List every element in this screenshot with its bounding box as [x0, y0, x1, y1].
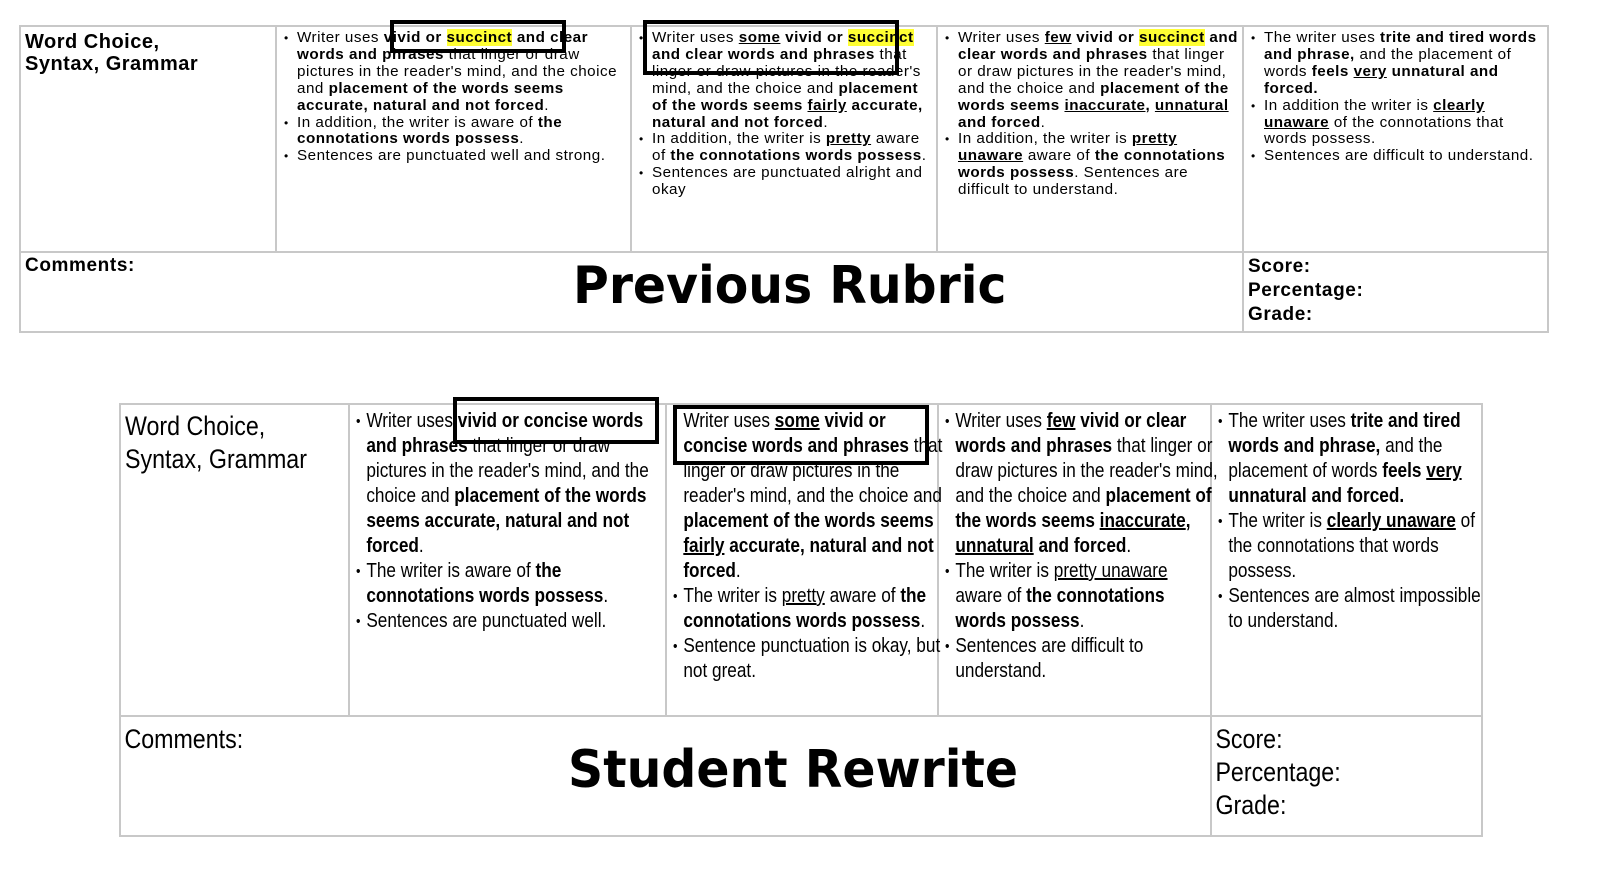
bullet-list [945, 409, 1218, 684]
list-item: • In addition, the writer is pretty unaware aware of the connotations words possess. Sentences are difficult to understand. [958, 131, 1239, 199]
criterion-cell [120, 404, 349, 716]
criterion-title [121, 405, 348, 476]
list-item: • Sentences are punctuated well and strong. [297, 148, 627, 165]
comments-label: Comments: [25, 255, 135, 276]
level-4-cell [1211, 404, 1482, 716]
score-cell [1211, 716, 1482, 836]
list-item: • The writer is aware of the connotations words possess. [366, 559, 672, 609]
criteria-row [120, 404, 1482, 716]
bullet-list [1250, 30, 1544, 165]
score-label: Score: [1248, 256, 1311, 277]
list-item: • Writer uses some vivid or succinct and clear words and phrases that linger or draw pictures in the reader's mind, and the choice and placement of the words seems fairly accurate, natural and not forced. [652, 30, 933, 131]
list-item: • Writer uses few vivid or succinct and clear words and phrases that linger or draw pictures in the reader's mind, and the choice and placement of the words seems inaccurate, unnatural and forced. [958, 30, 1239, 131]
comments-label: Comments: [124, 724, 244, 754]
criterion-title [21, 27, 275, 75]
criterion-line: Syntax, Grammar [125, 444, 307, 474]
list-item: • Sentences are difficult to understand. [955, 634, 1217, 684]
level-3-cell [937, 26, 1243, 252]
bullet-list [944, 30, 1239, 199]
bullet-list [638, 30, 933, 199]
list-item: • Writer uses vivid or succinct and clear words and phrases that linger or draw pictures in the reader's mind, and the choice and placement of the words seems accurate, natural and not forced. [297, 30, 627, 115]
list-item: • The writer uses trite and tired words and phrase, and the placement of words feels very unnatural and forced. [1228, 409, 1488, 509]
level-1-cell [349, 404, 666, 716]
criterion-line: Syntax, Grammar [25, 53, 199, 75]
level-3-cell [938, 404, 1218, 716]
score-cell [1243, 252, 1548, 332]
list-item: • Sentence punctuation is okay, but not great. [683, 634, 944, 684]
level-2-cell [631, 26, 937, 252]
list-item: • The writer is pretty unaware aware of the connotations words possess. [955, 559, 1217, 634]
grade-label: Grade: [1248, 304, 1313, 325]
level-4-cell [1243, 26, 1548, 252]
level-1-cell [276, 26, 631, 252]
bullet-list [1218, 409, 1489, 634]
list-item: • The writer is pretty aware of the connotations words possess. [683, 584, 944, 634]
list-item: • Sentences are almost impossible to understand. [1228, 584, 1488, 634]
previous-rubric-title: Previous Rubric [573, 256, 1007, 316]
list-item: • Writer uses some vivid or concise words and phrases that linger or draw pictures in the reader's mind, and the choice and placement of the words seems fairly accurate, natural and not forced. [683, 409, 944, 584]
criteria-row [20, 26, 1548, 252]
score-label: Score: [1215, 724, 1283, 754]
criterion-line: Word Choice, [25, 31, 160, 53]
bullet-list [673, 409, 945, 684]
rewrite-rubric-title: Student Rewrite [568, 740, 1019, 800]
list-item: • Sentences are punctuated alright and okay [652, 165, 933, 199]
bullet-list [356, 409, 673, 634]
list-item: • Sentences are punctuated well. [366, 609, 672, 634]
list-item: • The writer is clearly unaware of the connotations that words possess. [1228, 509, 1488, 584]
percentage-label: Percentage: [1215, 757, 1341, 787]
list-item: • Writer uses vivid or concise words and phrases that linger or draw pictures in the reader's mind, and the choice and placement of the words seems accurate, natural and not forced. [366, 409, 672, 559]
percentage-label: Percentage: [1248, 280, 1364, 301]
grade-label: Grade: [1215, 790, 1287, 820]
criterion-cell [20, 26, 276, 252]
bullet-list [283, 30, 627, 165]
criterion-line: Word Choice, [125, 411, 266, 441]
level-2-cell [666, 404, 943, 716]
list-item: • In addition the writer is clearly unaware of the connotations that words possess. [1264, 98, 1544, 149]
list-item: • In addition, the writer is pretty aware of the connotations words possess. [652, 131, 933, 165]
list-item: • Sentences are difficult to understand. [1264, 148, 1544, 165]
list-item: • Writer uses few vivid or clear words and phrases that linger or draw pictures in the reader's mind, and the choice and placement of the words seems inaccurate, unnatural and forced. [955, 409, 1217, 559]
list-item: • In addition, the writer is aware of the connotations words possess. [297, 115, 627, 149]
list-item: • The writer uses trite and tired words and phrase, and the placement of words feels very unnatural and forced. [1264, 30, 1544, 98]
